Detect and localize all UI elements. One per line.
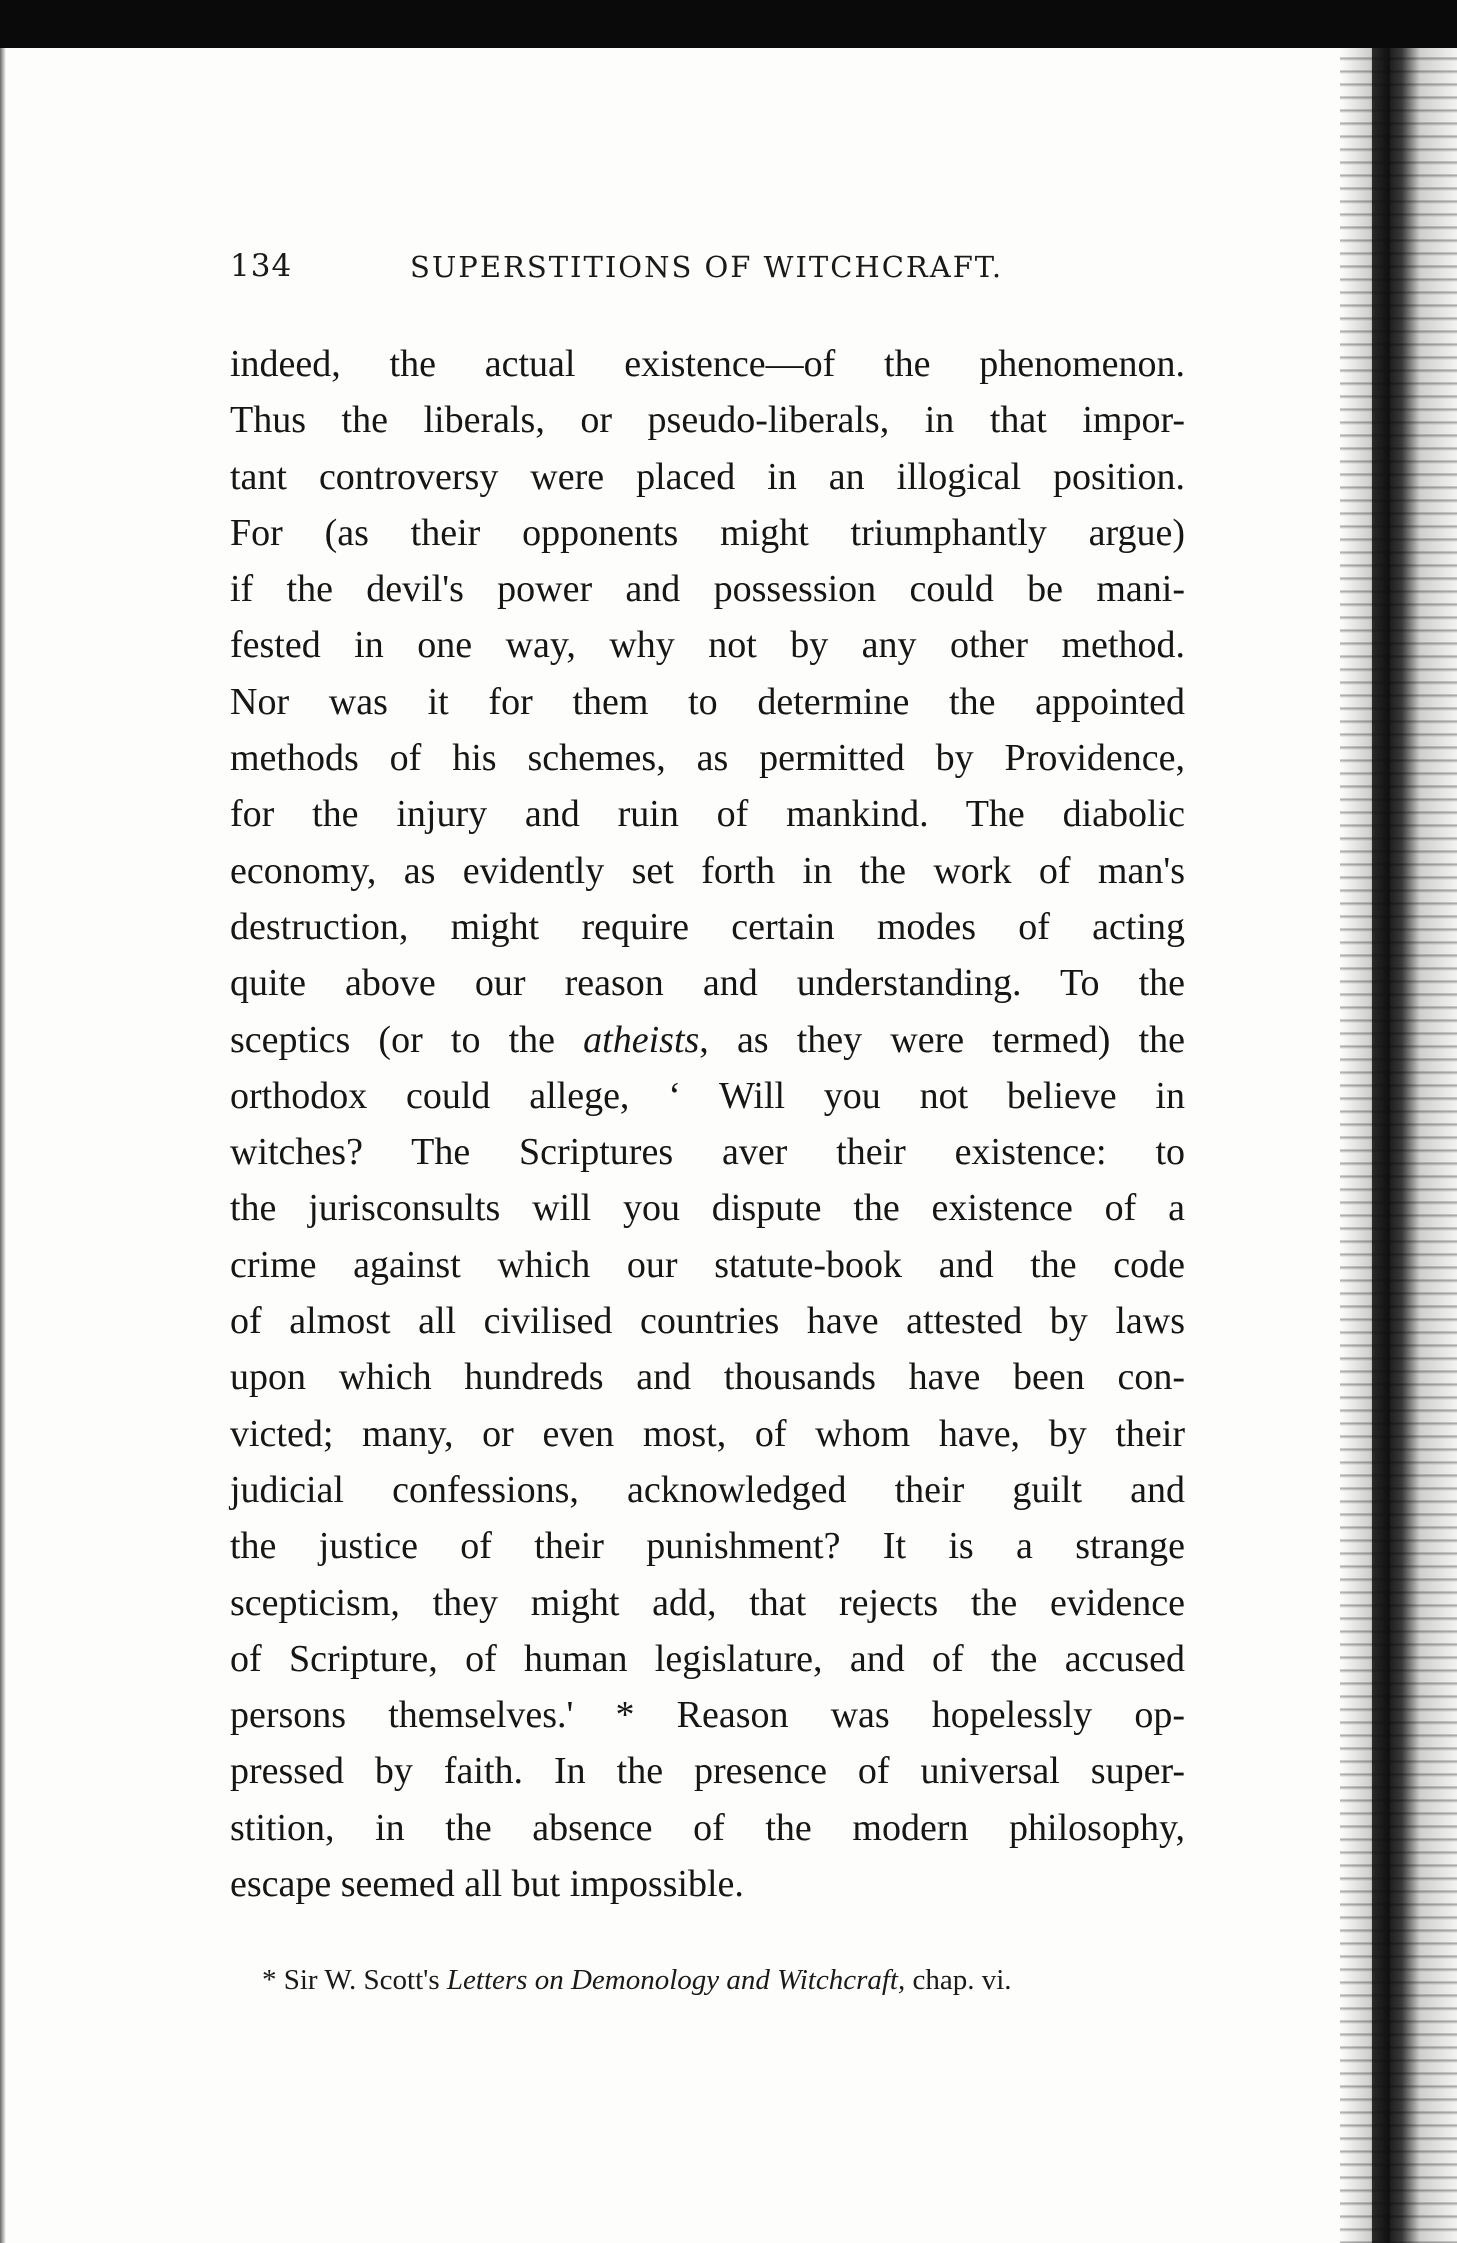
scan-right-gutter-shadow [1340,48,1457,2243]
text-line: Thus the liberals, or pseudo-liberals, in that impor- [230,399,1185,442]
book-spine-shadow [1372,48,1390,2243]
text-line: scepticism, they might add, that rejects the evidence [230,1581,1185,1624]
text-line: if the devil's power and possession could be mani- [230,568,1185,611]
text-line: orthodox could allege, ‘ Will you not believe in [230,1074,1185,1117]
text-line: persons themselves.' * Reason was hopelessly op- [230,1694,1185,1737]
text-line: victed; many, or even most, of whom have, by their [230,1412,1185,1455]
body-text [230,336,1185,1912]
text-line: for the injury and ruin of mankind. The diabolic [230,793,1185,836]
text-line: of almost all civilised countries have attested by laws [230,1300,1185,1343]
text-segment: , as they were termed) the [699,1018,1185,1061]
text-line: tant controversy were placed in an illogical position. [230,455,1185,498]
text-line: the justice of their punishment? It is a strange [230,1525,1185,1568]
text-line-with-italic [230,1012,1185,1068]
running-head: SUPERSTITIONS OF WITCHCRAFT. [410,250,1004,284]
scan-top-border [0,0,1457,48]
footnote-marker: * [262,1964,277,1996]
text-line: pressed by faith. In the presence of universal super- [230,1750,1185,1793]
italic-word: atheists [583,1018,700,1061]
text-line: destruction, might require certain modes of acting [230,905,1185,948]
text-line: quite above our reason and understanding. To the [230,962,1185,1005]
footnote-title: Letters on Demonology and Witchcraft, [446,1964,906,1996]
text-line: For (as their opponents might triumphantly argue) [230,511,1185,554]
text-line: indeed, the actual existence—of the phenomenon. [230,343,1185,385]
text-line: the jurisconsults will you dispute the existence of a [230,1187,1185,1230]
text-line: upon which hundreds and thousands have been con- [230,1356,1185,1399]
text-line: methods of his schemes, as permitted by Providence, [230,737,1185,780]
text-line: fested in one way, why not by any other method. [230,624,1185,667]
scan-left-edge [0,48,6,2243]
text-line: economy, as evidently set forth in the work of man's [230,849,1185,892]
text-line: escape seemed all but impossible. [230,1863,744,1906]
text-line: crime against which our statute-book and the code [230,1243,1185,1286]
page-number: 134 [230,248,293,284]
page-header [230,248,1190,298]
text-line: witches? The Scriptures aver their existence: to [230,1131,1185,1174]
footnote-prefix: Sir W. Scott's [283,1964,440,1996]
footnote-suffix: chap. vi. [912,1964,1012,1996]
footnote [262,1964,1222,1997]
text-line: Nor was it for them to determine the appointed [230,680,1185,723]
text-line: judicial confessions, acknowledged their guilt and [230,1468,1185,1511]
text-segment: sceptics (or to the [230,1018,556,1061]
text-line: of Scripture, of human legislature, and of the accused [230,1637,1185,1680]
text-line: stition, in the absence of the modern philosophy, [230,1806,1185,1849]
